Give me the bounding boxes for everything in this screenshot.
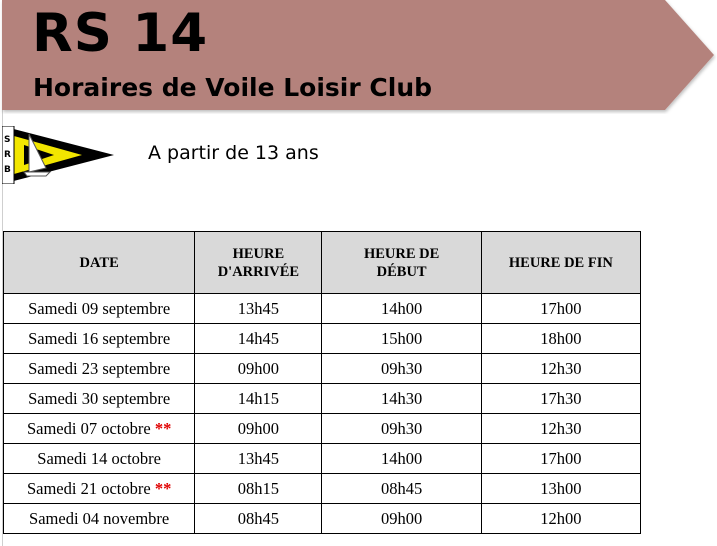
page-title: RS 14	[32, 3, 209, 64]
table-header-row	[4, 232, 641, 294]
date-text: Samedi 04 novembre	[29, 508, 170, 528]
arrival-cell: 14h15	[195, 384, 322, 414]
arrival-cell: 09h00	[195, 354, 322, 384]
date-text: Samedi 21 octobre	[26, 478, 151, 498]
start-cell: 09h00	[322, 504, 481, 534]
date-cell	[4, 294, 195, 324]
end-cell: 12h00	[481, 504, 640, 534]
date-text: Samedi 23 septembre	[28, 358, 171, 378]
table-row	[4, 504, 641, 534]
table-row	[4, 414, 641, 444]
arrival-cell: 14h45	[195, 324, 322, 354]
date-cell	[4, 504, 195, 534]
start-cell: 09h30	[322, 354, 481, 384]
date-text: Samedi 09 septembre	[28, 298, 171, 318]
end-cell: 12h30	[481, 354, 640, 384]
date-text: Samedi 07 octobre	[26, 418, 151, 438]
end-cell: 17h00	[481, 294, 640, 324]
table-row	[4, 354, 641, 384]
date-text: Samedi 30 septembre	[28, 388, 171, 408]
table-row	[4, 324, 641, 354]
table-row	[4, 294, 641, 324]
table-row	[4, 444, 641, 474]
column-header-arrival-label: HEURE D'ARRIVÉE	[217, 245, 300, 280]
column-header-start-label: HEURE DE DÉBUT	[363, 245, 440, 280]
column-header-date: DATE	[4, 232, 195, 294]
page-subtitle: Horaires de Voile Loisir Club	[33, 73, 433, 102]
date-cell	[4, 384, 195, 414]
age-requirement: A partir de 13 ans	[148, 142, 319, 164]
column-header-start	[322, 232, 481, 294]
arrival-cell: 13h45	[195, 444, 322, 474]
date-text: Samedi 14 octobre	[37, 448, 161, 468]
end-cell: 13h00	[481, 474, 640, 504]
column-header-end: HEURE DE FIN	[481, 232, 640, 294]
date-cell	[4, 324, 195, 354]
pennant-letter-r: R	[4, 150, 11, 160]
schedule-table	[3, 231, 641, 534]
start-cell: 14h30	[322, 384, 481, 414]
date-cell	[4, 414, 195, 444]
date-text: Samedi 16 septembre	[28, 328, 171, 348]
end-cell: 12h30	[481, 414, 640, 444]
special-session-marker: **	[154, 478, 172, 498]
table-row	[4, 384, 641, 414]
arrival-cell: 08h45	[195, 504, 322, 534]
special-session-marker: **	[154, 418, 172, 438]
club-pennant-logo	[2, 126, 114, 189]
pennant-letter-b: B	[4, 165, 11, 175]
arrival-cell: 08h15	[195, 474, 322, 504]
pennant-letter-s: S	[4, 135, 11, 145]
arrival-cell: 13h45	[195, 294, 322, 324]
start-cell: 08h45	[322, 474, 481, 504]
date-cell	[4, 474, 195, 504]
arrival-cell: 09h00	[195, 414, 322, 444]
start-cell: 14h00	[322, 444, 481, 474]
date-cell	[4, 444, 195, 474]
table-row	[4, 474, 641, 504]
end-cell: 18h00	[481, 324, 640, 354]
date-cell	[4, 354, 195, 384]
end-cell: 17h00	[481, 444, 640, 474]
end-cell: 17h30	[481, 384, 640, 414]
start-cell: 09h30	[322, 414, 481, 444]
start-cell: 15h00	[322, 324, 481, 354]
start-cell: 14h00	[322, 294, 481, 324]
column-header-arrival	[195, 232, 322, 294]
